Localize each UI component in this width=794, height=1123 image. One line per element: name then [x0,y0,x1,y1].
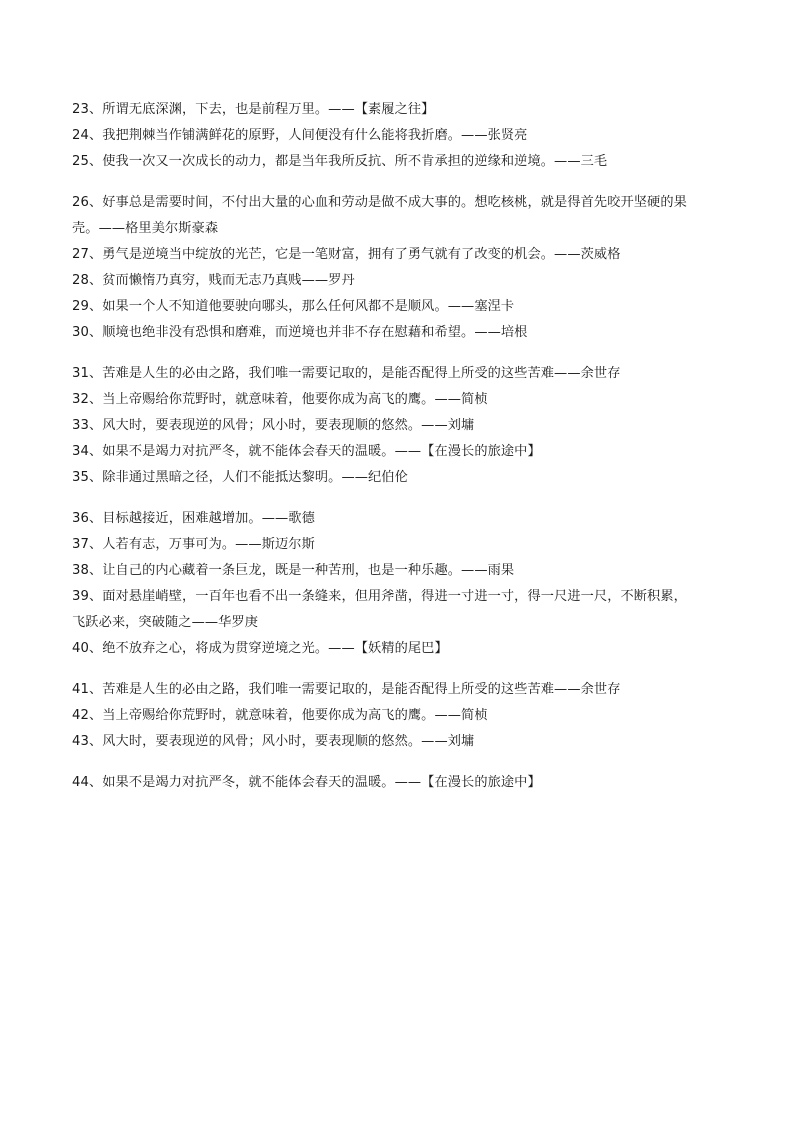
quote-group [72,677,736,755]
quote-line: 27、勇气是逆境当中绽放的光芒，它是一笔财富，拥有了勇气就有了改变的机会。——茨威格 [72,247,621,262]
quote-list [72,97,736,796]
quote-line: 25、使我一次又一次成长的动力，都是当年我所反抗、所不肯承担的逆缘和逆境。——三毛 [72,154,608,169]
quote-line: 36、目标越接近，困难越增加。——歌德 [72,511,315,526]
quote-group [72,190,736,346]
quote-line: 33、风大时，要表现逆的风骨；风小时，要表现顺的悠然。——刘墉 [72,418,475,433]
quote-line: 39、面对悬崖峭壁，一百年也看不出一条缝来，但用斧凿，得进一寸进一寸，得一尺进一尺，不断积累， [72,589,687,604]
quote-line: 28、贫而懒惰乃真穷，贱而无志乃真贱——罗丹 [72,273,355,288]
quote-line: 31、苦难是人生的必由之路，我们唯一需要记取的，是能否配得上所受的这些苦难——余世存 [72,366,621,381]
group-gap [72,175,736,190]
group-gap [72,662,736,677]
quote-line-continuation: 壳。——格里美尔斯豪森 [72,221,219,236]
group-gap [72,755,736,770]
group-gap [72,491,736,506]
quote-group [72,97,736,175]
quote-line-continuation: 飞跃必来，突破随之——华罗庚 [72,615,259,630]
quote-line: 35、除非通过黑暗之径，人们不能抵达黎明。——纪伯伦 [72,470,408,485]
quote-line: 29、如果一个人不知道他要驶向哪头，那么任何风都不是顺风。——塞涅卡 [72,299,515,314]
quote-line: 34、如果不是竭力对抗严冬，就不能体会春天的温暖。——【在漫长的旅途中】 [72,444,541,459]
quote-line: 32、当上帝赐给你荒野时，就意味着，他要你成为高飞的鹰。——简桢 [72,392,488,407]
quote-line: 44、如果不是竭力对抗严冬，就不能体会春天的温暖。——【在漫长的旅途中】 [72,775,541,790]
quote-line: 24、我把荆棘当作铺满鲜花的原野，人间便没有什么能将我折磨。——张贤亮 [72,128,528,143]
quote-line: 41、苦难是人生的必由之路，我们唯一需要记取的，是能否配得上所受的这些苦难——余世存 [72,682,621,697]
quote-group [72,770,736,796]
quote-line: 37、人若有志，万事可为。——斯迈尔斯 [72,537,315,552]
quote-line: 40、绝不放弃之心，将成为贯穿逆境之光。——【妖精的尾巴】 [72,641,448,656]
quote-line: 38、让自己的内心藏着一条巨龙，既是一种苦刑，也是一种乐趣。——雨果 [72,563,515,578]
quote-line: 26、好事总是需要时间，不付出大量的心血和劳动是做不成大事的。想吃核桃，就是得首先咬开坚硬的果 [72,195,687,210]
quote-group [72,361,736,491]
group-gap [72,346,736,361]
quote-line: 23、所谓无底深渊，下去，也是前程万里。——【素履之往】 [72,102,435,117]
quote-line: 43、风大时，要表现逆的风骨；风小时，要表现顺的悠然。——刘墉 [72,734,475,749]
quote-line: 42、当上帝赐给你荒野时，就意味着，他要你成为高飞的鹰。——简桢 [72,708,488,723]
quote-group [72,506,736,662]
quote-line: 30、顺境也绝非没有恐惧和磨难，而逆境也并非不存在慰藉和希望。——培根 [72,325,528,340]
